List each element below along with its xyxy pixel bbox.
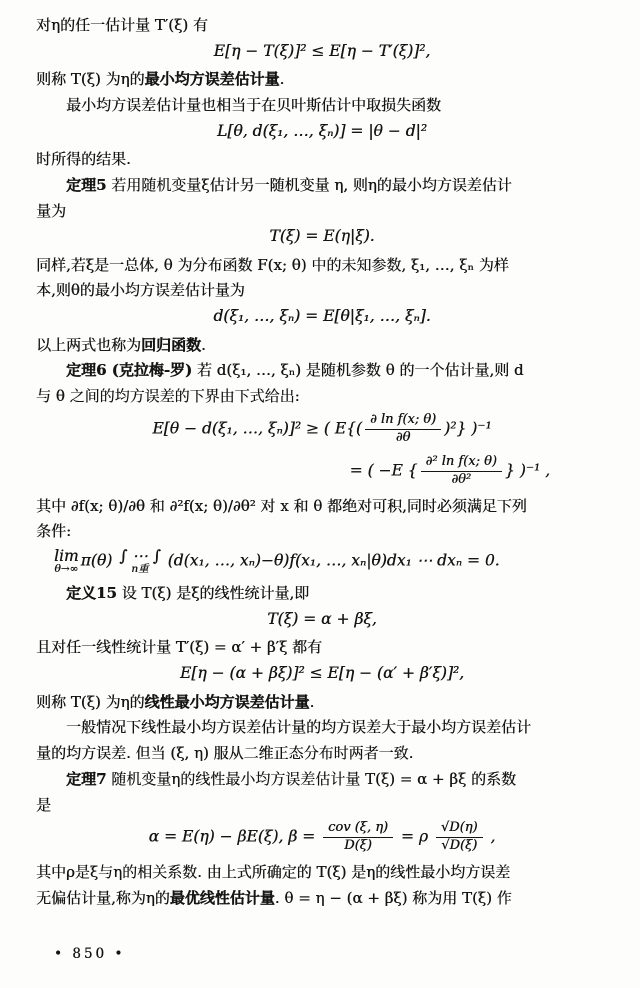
emphasized-text-run: 线性最小均方误差估计量	[144, 692, 310, 711]
text-run: 时所得的结果.	[36, 150, 131, 168]
emphasized-text-run: 最优线性估计量	[169, 888, 275, 907]
text-run: . θ = η − (α + βξ) 称为用 T(ξ) 作	[274, 888, 512, 907]
fraction-numerator: ∂ ln f(x; θ)	[365, 413, 441, 430]
text-run: )²} )⁻¹	[444, 419, 492, 438]
text-run: .	[201, 335, 206, 354]
text-run: 一般情况下线性最小均方误差估计量的均方误差大于最小均方误差估计	[66, 718, 532, 737]
text-run: 最小均方误差估计量也相当于在贝叶斯估计中取损失函数	[66, 95, 442, 114]
text-line	[36, 718, 608, 737]
text-run: 若 d(ξ₁, …, ξₙ) 是随机参数 θ 的一个估计量,则 d	[192, 361, 524, 380]
fraction-numerator: √D(η)	[436, 821, 483, 838]
stack-top: ∫ ⋯ ∫	[119, 547, 161, 565]
text-run: 本,则θ的最小均方误差估计量为	[36, 281, 245, 300]
text-line	[36, 150, 608, 169]
limit-stack	[54, 548, 79, 575]
text-run: 则称 T(ξ) 为η的	[36, 692, 145, 711]
fraction	[323, 821, 393, 854]
text-line	[36, 202, 608, 221]
emphasized-text-run: 定理6 (克拉梅-罗)	[66, 361, 193, 380]
stack-top: lim	[54, 547, 79, 565]
text-run: d(ξ₁, …, ξₙ) = E[θ|ξ₁, …, ξₙ].	[213, 307, 431, 326]
fraction-denominator: √D(ξ)	[441, 838, 478, 854]
text-line	[36, 497, 608, 516]
text-run: 同样,若ξ是一总体, θ 为分布函数 F(x; θ) 中的未知参数, ξ₁, …, ξₙ 为样	[36, 255, 509, 274]
text-run: 其中 ∂f(x; θ)/∂θ 和 ∂²f(x; θ)/∂θ² 对 x 和 θ 都绝对可积,同时必须满足下列	[36, 496, 527, 515]
text-line	[36, 522, 608, 541]
text-line	[36, 176, 608, 195]
text-run: 其中ρ是ξ与η的相关系数. 由上式所确定的 T(ξ) 是η的线性最小均方误差	[36, 863, 511, 882]
fraction-denominator: ∂θ	[395, 429, 411, 445]
text-line	[36, 796, 608, 815]
fraction	[436, 821, 483, 854]
text-run: 且对任一线性统计量 T′(ξ) = α′ + β′ξ 都有	[36, 638, 322, 657]
text-line	[36, 584, 608, 603]
text-line	[36, 693, 608, 712]
text-run: 对η的任一估计量 T′(ξ) 有	[36, 16, 208, 34]
text-line	[36, 281, 608, 300]
formula-line	[36, 610, 608, 629]
emphasized-text-run: 最小均方误差估计量	[144, 70, 280, 89]
stack-bottom: n重	[131, 563, 149, 576]
text-run: = ρ	[395, 827, 433, 846]
text-run: T(ξ) = E(η|ξ).	[269, 227, 375, 246]
emphasized-text-run: 定理7	[66, 769, 107, 788]
formula-line	[36, 455, 608, 488]
emphasized-text-run: 定理5	[66, 175, 107, 194]
page-number: • 850 •	[54, 946, 126, 962]
fraction-denominator: D(ξ)	[344, 838, 372, 854]
text-run: .	[279, 70, 285, 89]
text-line	[36, 96, 608, 115]
text-run: E[θ − d(ξ₁, …, ξₙ)]² ≥ ( E{(	[152, 419, 362, 438]
text-run: E[η − T(ξ)]² ≤ E[η − T′(ξ)]²,	[213, 41, 431, 60]
text-run: L[θ, d(ξ₁, …, ξₙ)] = |θ − d|²	[217, 121, 427, 140]
formula-line	[36, 42, 608, 61]
text-run: 与 θ 之间的均方误差的下界由下式给出:	[36, 387, 300, 405]
text-run: 是	[36, 795, 52, 814]
fraction-numerator: cov (ξ, η)	[323, 821, 393, 838]
text-run: π(θ)	[80, 551, 118, 570]
formula-line	[36, 307, 608, 326]
text-line	[36, 336, 608, 355]
text-run: (d(x₁, …, xₙ)−θ)f(x₁, …, xₙ|θ)dx₁ ⋯ dxₙ = 0.	[162, 551, 500, 570]
fraction	[365, 413, 441, 446]
text-line	[36, 387, 608, 406]
text-run: 无偏估计量,称为η的	[36, 888, 170, 907]
text-run: 量为	[36, 201, 67, 220]
text-run: 量的均方误差. 但当 (ξ, η) 服从二维正态分布时两者一致.	[36, 744, 414, 763]
text-run: T(ξ) = α + βξ,	[267, 610, 377, 629]
stack-bottom: θ→∞	[54, 563, 79, 576]
text-line	[36, 16, 608, 35]
formula-line	[36, 548, 608, 575]
formula-line	[36, 664, 608, 683]
text-run: 以上两式也称为	[36, 335, 142, 354]
fraction	[421, 455, 502, 488]
text-line	[36, 863, 608, 882]
formula-line	[36, 821, 608, 854]
text-line	[36, 70, 608, 89]
text-line	[36, 889, 608, 908]
text-line	[36, 361, 608, 380]
text-line	[36, 638, 608, 657]
text-run: 条件:	[36, 522, 72, 541]
formula-line	[36, 122, 608, 141]
text-run: = ( −E {	[349, 461, 418, 480]
emphasized-text-run: 定义15	[66, 584, 117, 603]
text-run: 随机变量η的线性最小均方误差估计量 T(ξ) = α + βξ 的系数	[106, 769, 516, 788]
text-run: 则称 T(ξ) 为η的	[36, 70, 145, 89]
text-line	[36, 770, 608, 789]
text-run: 设 T(ξ) 是ξ的线性统计量,即	[116, 584, 310, 603]
fraction-denominator: ∂θ²	[451, 471, 472, 487]
text-line	[36, 256, 608, 275]
text-run: α = E(η) − βE(ξ), β =	[148, 827, 321, 846]
formula-line	[36, 227, 608, 246]
emphasized-text-run: 回归函数	[141, 335, 202, 354]
text-run: E[η − (α + βξ)]² ≤ E[η − (α′ + β′ξ)]²,	[179, 664, 465, 683]
integral-stack	[119, 548, 161, 575]
text-line	[36, 744, 608, 763]
text-run: 若用随机变量ξ估计另一随机变量 η, 则η的最小均方误差估计	[106, 175, 512, 194]
formula-line	[36, 413, 608, 446]
fraction-numerator: ∂² ln f(x; θ)	[421, 455, 502, 472]
text-run: ,	[485, 827, 496, 846]
text-run: } )⁻¹ ,	[504, 461, 550, 480]
text-run: .	[309, 692, 315, 711]
